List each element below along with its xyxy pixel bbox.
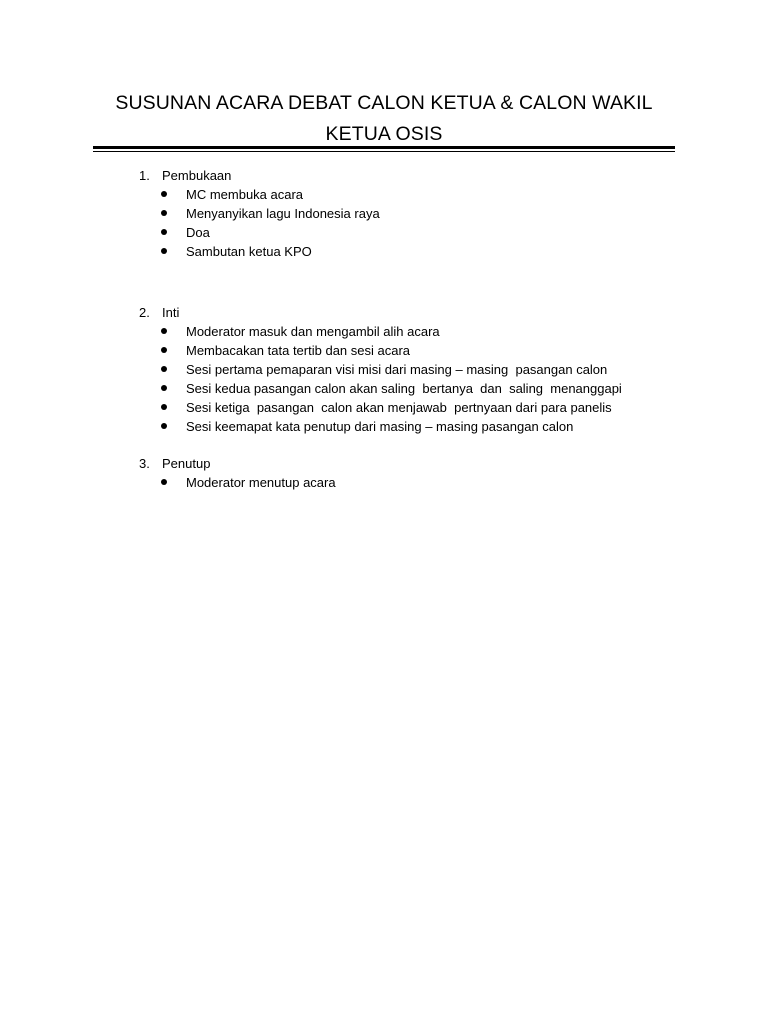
bullet-icon [161, 328, 167, 334]
list-item [0, 322, 768, 341]
section-number: 1. [139, 168, 150, 183]
bullet-icon [161, 210, 167, 216]
title-line-1: SUSUNAN ACARA DEBAT CALON KETUA & CALON WAKIL [115, 92, 653, 114]
list-item [0, 185, 768, 204]
section-heading [0, 454, 768, 473]
list-item-text: MC membuka acara [186, 187, 304, 202]
list-item-text: Membacakan tata tertib dan sesi acara [186, 343, 411, 358]
list-item [0, 360, 768, 379]
bullet-icon [161, 385, 167, 391]
section-label: Pembukaan [162, 168, 232, 183]
list-item [0, 379, 768, 398]
list-item-text: Sesi keemapat kata penutup dari masing – masing pasangan calon [186, 419, 574, 434]
bullet-icon [161, 191, 167, 197]
section-number: 2. [139, 305, 150, 320]
section-label: Inti [162, 305, 180, 320]
list-item-text: Moderator menutup acara [186, 475, 336, 490]
bullet-icon [161, 404, 167, 410]
bullet-icon [161, 366, 167, 372]
section-number: 3. [139, 456, 150, 471]
section-penutup [0, 454, 768, 492]
title-rule-thick [93, 146, 675, 149]
list-item [0, 204, 768, 223]
section-pembukaan [0, 166, 768, 261]
title-line-2: KETUA OSIS [325, 123, 443, 145]
list-item-text: Sesi ketiga pasangan calon akan menjawab pertnyaan dari para panelis [186, 400, 612, 415]
list-item-text: Sesi kedua pasangan calon akan saling bertanya dan saling menanggapi [186, 381, 622, 396]
list-item-text: Sambutan ketua KPO [186, 244, 312, 259]
section-heading [0, 166, 768, 185]
bullet-icon [161, 248, 167, 254]
list-item-text: Menyanyikan lagu Indonesia raya [186, 206, 380, 221]
section-inti [0, 303, 768, 436]
list-item [0, 473, 768, 492]
list-item [0, 223, 768, 242]
bullet-icon [161, 347, 167, 353]
list-item-text: Sesi pertama pemaparan visi misi dari masing – masing pasangan calon [186, 362, 608, 377]
document-title [93, 88, 675, 150]
list-item [0, 341, 768, 360]
list-item [0, 242, 768, 261]
bullet-icon [161, 423, 167, 429]
section-heading [0, 303, 768, 322]
list-item [0, 398, 768, 417]
section-label: Penutup [162, 456, 211, 471]
bullet-icon [161, 229, 167, 235]
title-rule-thin [93, 151, 675, 152]
list-item [0, 417, 768, 436]
list-item-text: Doa [186, 225, 210, 240]
bullet-icon [161, 479, 167, 485]
list-item-text: Moderator masuk dan mengambil alih acara [186, 324, 440, 339]
